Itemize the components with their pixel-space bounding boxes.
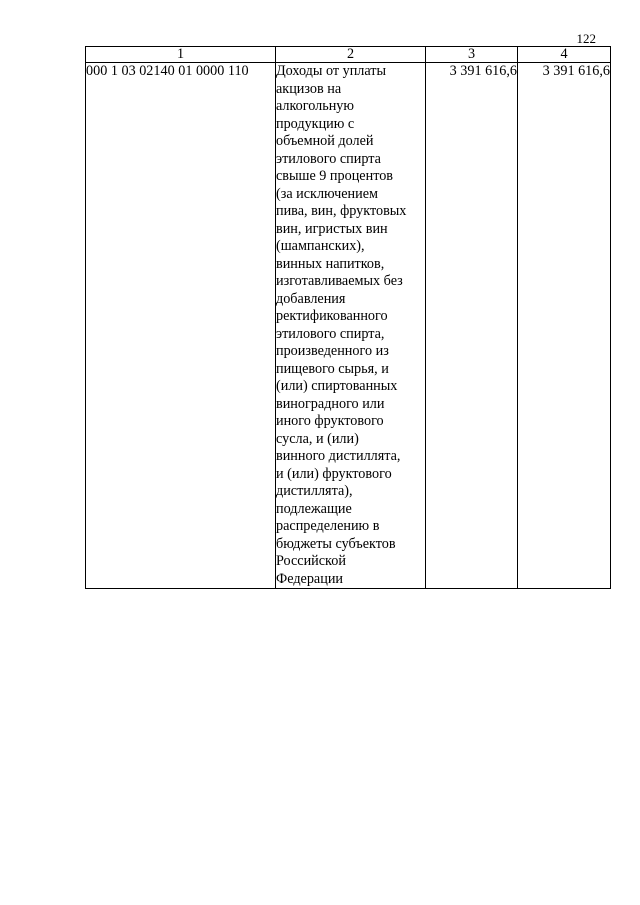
revenue-name-line: сусла, и (или) [276, 430, 359, 447]
revenue-name-line: бюджеты субъектов [276, 535, 396, 552]
revenue-name-line: пива, вин, фруктовых [276, 203, 407, 219]
budget-classification-code: 000 1 03 02140 01 0000 110 [86, 63, 276, 589]
column-header-2: 2 [276, 47, 426, 63]
revenue-name-line: Российской [276, 553, 346, 569]
revenue-name-line: Федерации [276, 570, 344, 587]
page-number: 122 [576, 31, 596, 46]
amount-column-4: 3 391 616,6 [518, 63, 611, 589]
revenue-name-line: (или) спиртованных [276, 378, 398, 394]
revenue-name-line: изготавливаемых без [276, 273, 403, 289]
revenue-name-line: Доходы от уплаты [276, 63, 387, 79]
column-header-1: 1 [86, 47, 276, 63]
revenue-name-line: акцизов на [276, 80, 342, 97]
revenue-name-line: винного дистиллята, [276, 448, 401, 464]
revenue-name-line: винных напитков, [276, 255, 385, 272]
header-row [86, 47, 611, 63]
revenue-name-line: и (или) фруктового [276, 465, 392, 482]
revenue-name-line: распределению в [276, 518, 380, 534]
revenue-name-line: иного фруктового [276, 413, 384, 429]
revenue-name-line: дистиллята), [276, 483, 353, 499]
column-header-3: 3 [426, 47, 518, 63]
revenue-name-line: (шампанских), [276, 238, 365, 254]
revenue-name-line: подлежащие [276, 500, 352, 517]
revenue-name-line: продукцию с [276, 115, 355, 132]
revenue-name-line: пищевого сырья, и [276, 360, 389, 377]
revenue-name-line: алкогольную [276, 98, 354, 114]
revenue-name-line: добавления [276, 290, 346, 307]
revenue-name-line: этилового спирта [276, 150, 381, 167]
revenue-name-line: этилового спирта, [276, 325, 385, 342]
table-row [86, 63, 611, 589]
revenue-name-line: (за исключением [276, 185, 378, 202]
revenue-name-line: свыше 9 процентов [276, 168, 394, 184]
revenue-name-line: вин, игристых вин [276, 220, 388, 237]
revenue-name-line: объемной долей [276, 133, 374, 149]
revenue-name [276, 63, 426, 589]
revenue-name-line: виноградного или [276, 395, 385, 412]
amount-column-3: 3 391 616,6 [426, 63, 518, 589]
revenue-name-line: ректификованного [276, 308, 388, 324]
column-header-4: 4 [518, 47, 611, 63]
revenue-name-line: произведенного из [276, 343, 389, 359]
budget-table [85, 46, 611, 589]
